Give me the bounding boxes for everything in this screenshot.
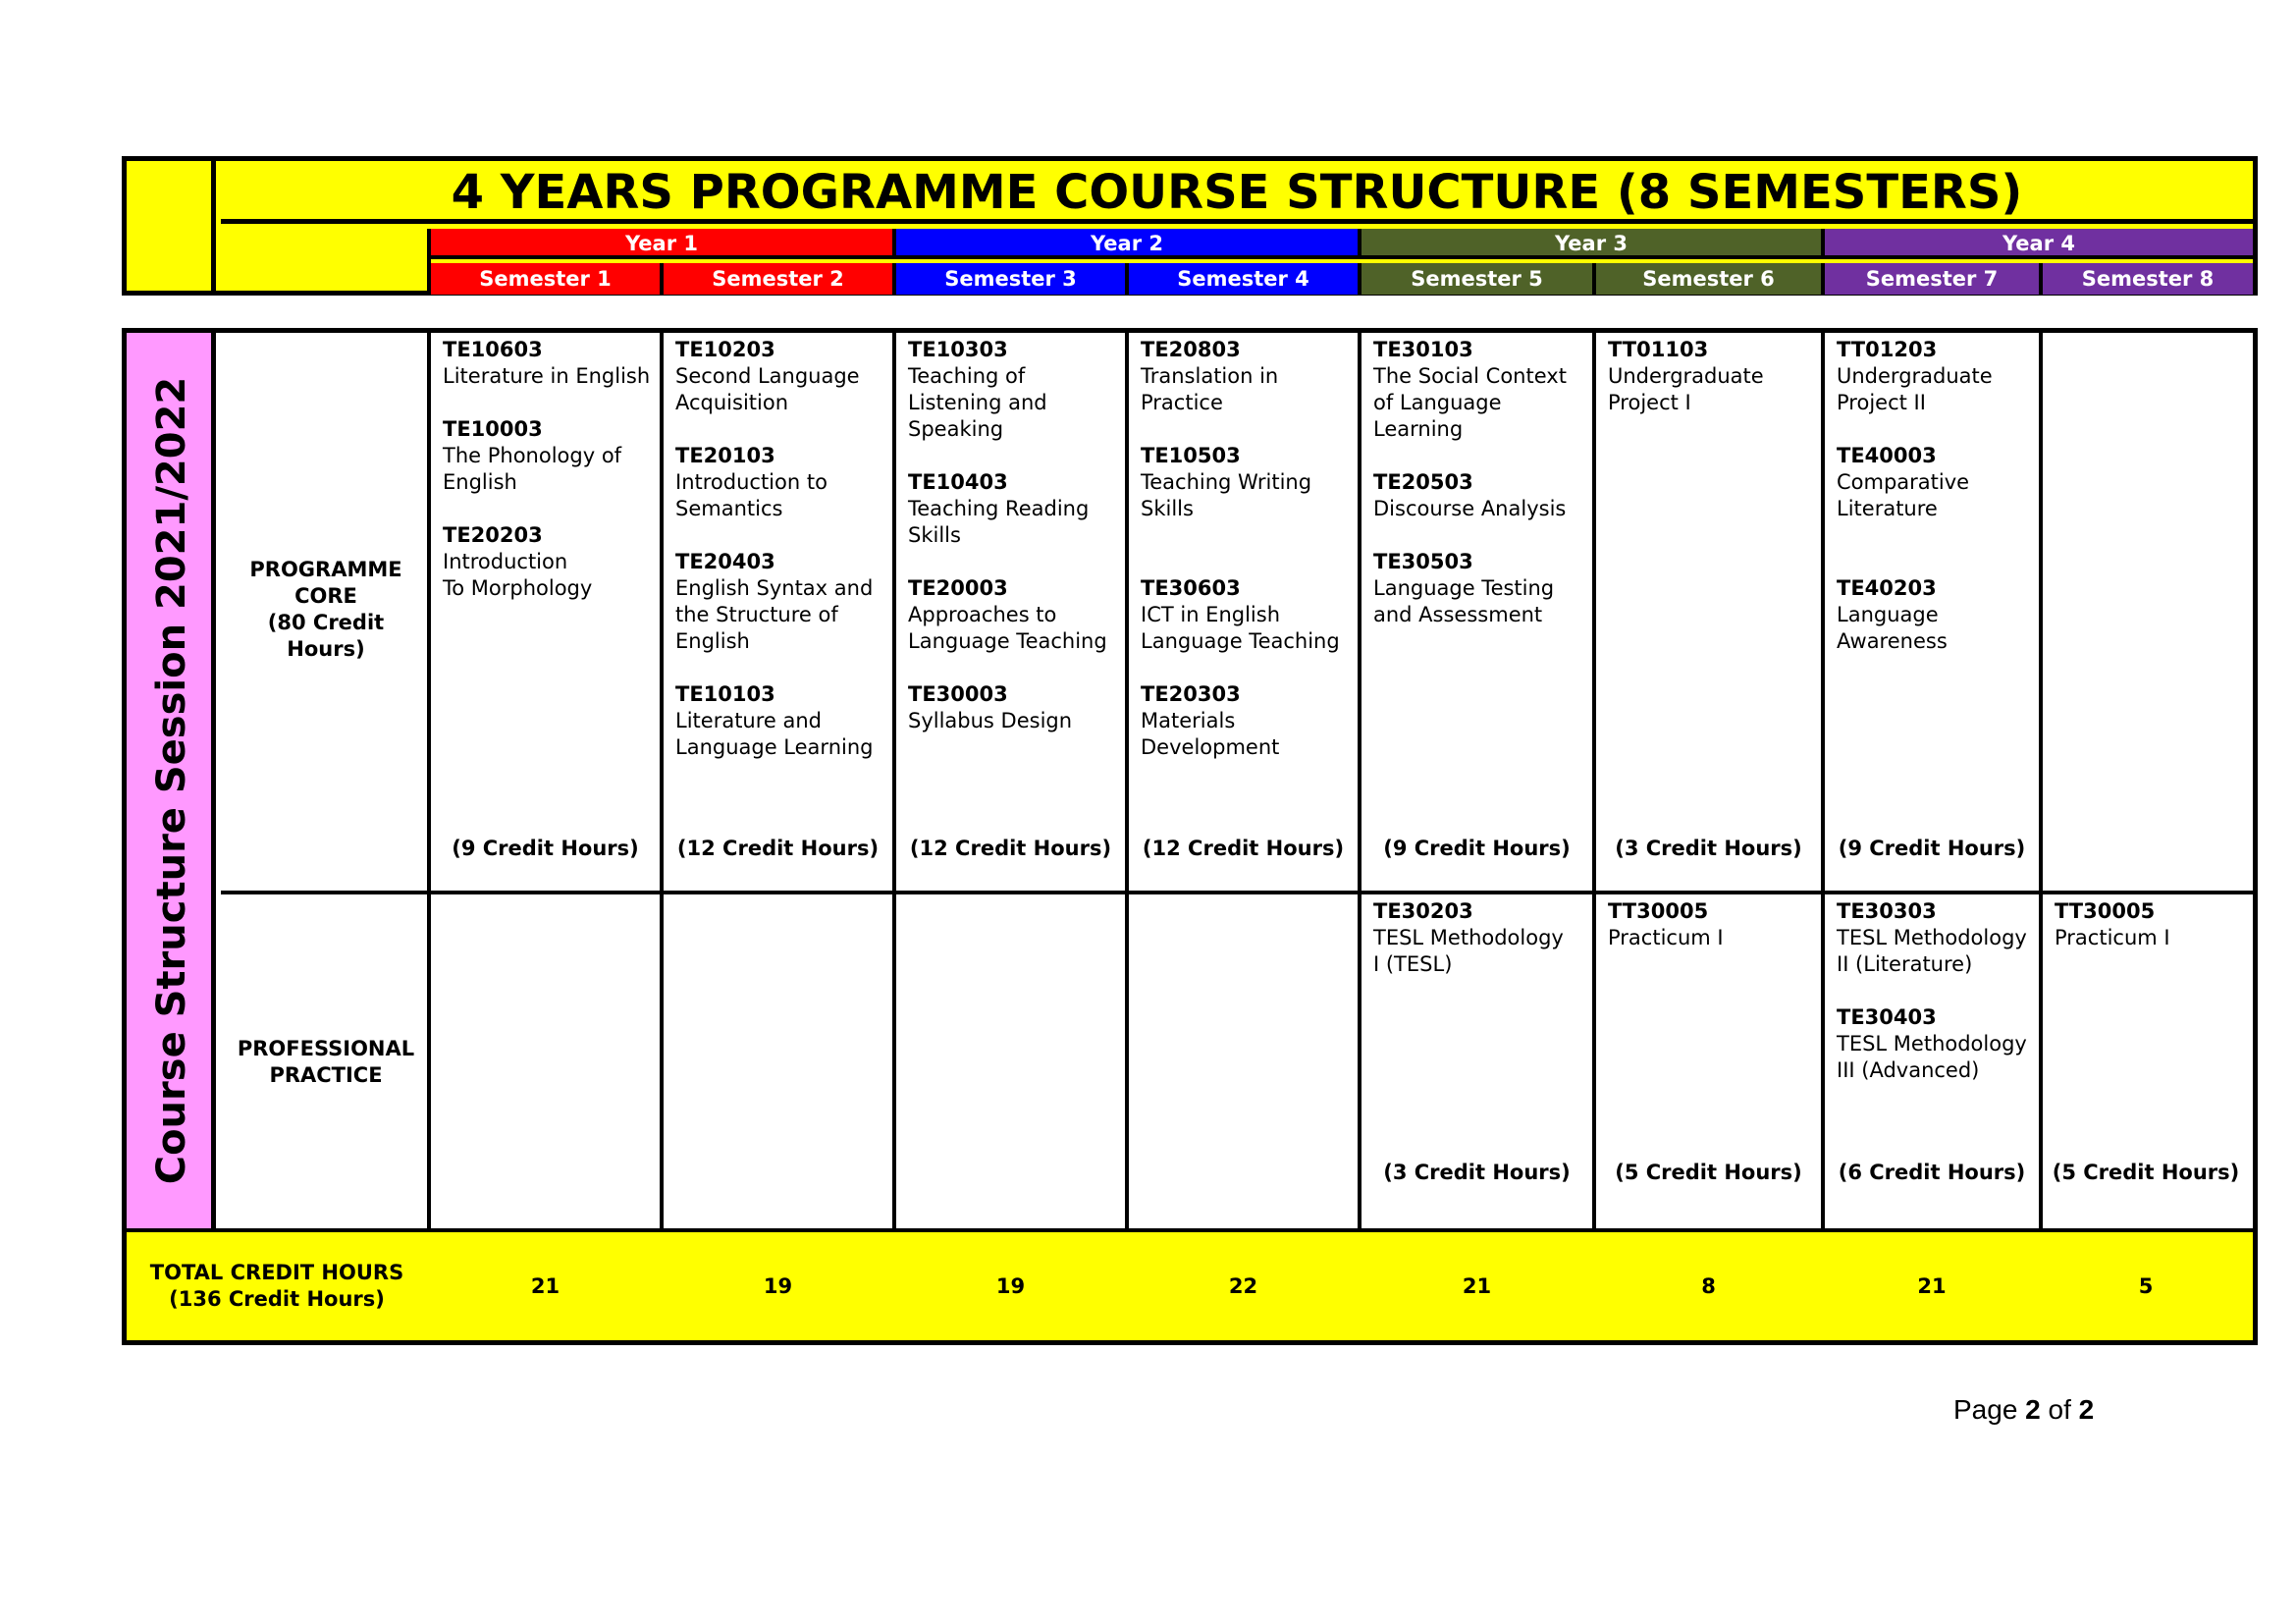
row-label-line: CORE [294, 584, 357, 608]
course-code: TE10303 [908, 338, 1008, 361]
course-gap [908, 443, 1123, 469]
practice-credit-5: (3 Credit Hours) [1383, 1161, 1571, 1184]
page-current: 2 [2025, 1394, 2041, 1425]
course-structure-header [122, 156, 2258, 296]
year-header-3: Year 3 [1362, 229, 1825, 259]
course-title-line: Development [1141, 735, 1280, 759]
course-title-line: Undergraduate [1837, 364, 1993, 388]
course-title-line: Skills [908, 523, 961, 547]
row-label-line: Hours) [287, 637, 365, 661]
course-code: TE30303 [1837, 899, 1937, 923]
course-title-line: Acquisition [675, 391, 789, 414]
course-title-line: Semantics [675, 497, 783, 520]
course-title-line: Comparative [1837, 470, 1970, 494]
course-title-line: Undergraduate [1608, 364, 1764, 388]
course-code: TE10003 [443, 417, 543, 441]
semester-header-3: Semester 3 [896, 263, 1129, 295]
row-label-line: PROFESSIONAL [237, 1037, 415, 1060]
total-credit-row [127, 1228, 2253, 1340]
course-gap [675, 416, 890, 443]
course-gap [1141, 655, 1356, 681]
course-code: TE10603 [443, 338, 543, 361]
course-table [122, 328, 2258, 1345]
total-label-line: TOTAL CREDIT HOURS [149, 1261, 404, 1284]
course-gap [675, 655, 890, 681]
core-credit-1: (9 Credit Hours) [452, 837, 639, 860]
course-code: TT30005 [2055, 899, 2156, 923]
course-title-line: of Language [1373, 391, 1502, 414]
header-blank-cell [221, 229, 431, 291]
course-title-line: Teaching Writing [1141, 470, 1312, 494]
semester-header-7: Semester 7 [1825, 263, 2043, 295]
header-corner-cell [127, 161, 216, 291]
row-label-line: PROGRAMME [249, 558, 402, 581]
year-header-1: Year 1 [431, 229, 896, 259]
core-cell-4 [1141, 337, 1356, 761]
practice-credit-8: (5 Credit Hours) [2052, 1161, 2240, 1184]
course-title-line: Syllabus Design [908, 709, 1073, 732]
course-title-line: Second Language [675, 364, 860, 388]
row-label-line: PRACTICE [269, 1063, 383, 1087]
session-side-label-cell [127, 333, 216, 1228]
grid-vline [427, 333, 431, 1228]
total-semester-7: 21 [1917, 1274, 1947, 1298]
course-title-line: Practicum I [2055, 926, 2170, 949]
course-gap [1837, 416, 2037, 443]
page-total: 2 [2078, 1394, 2095, 1425]
course-title-line: English [443, 470, 517, 494]
course-code: TT01203 [1837, 338, 1938, 361]
course-title-line: Approaches to [908, 603, 1057, 626]
core-credit-7: (9 Credit Hours) [1838, 837, 2026, 860]
course-title-line: Literature and [675, 709, 823, 732]
course-gap [1141, 416, 1356, 443]
course-gap [675, 522, 890, 549]
course-gap [443, 496, 658, 522]
course-code: TE30403 [1837, 1005, 1937, 1029]
course-gap [1373, 522, 1590, 549]
course-code: TE30203 [1373, 899, 1473, 923]
page-of: of [2040, 1394, 2079, 1425]
course-title-line: TESL Methodology [1837, 1032, 2027, 1056]
course-gap [1837, 549, 2037, 575]
course-code: TE40003 [1837, 444, 1937, 467]
course-title-line: Language Teaching [908, 629, 1107, 653]
course-title-line: Language Testing [1373, 576, 1555, 600]
course-title-line: Awareness [1837, 629, 1948, 653]
total-label-line: (136 Credit Hours) [169, 1287, 385, 1311]
course-code: TE20003 [908, 576, 1008, 600]
grid-hline [221, 891, 2253, 894]
core-cell-3 [908, 337, 1123, 734]
course-gap [1837, 978, 2037, 1004]
course-title-line: Language [1837, 603, 1939, 626]
course-code: TE20403 [675, 550, 775, 573]
course-gap [1141, 549, 1356, 575]
course-title-line: Language Teaching [1141, 629, 1340, 653]
course-code: TE20503 [1373, 470, 1473, 494]
course-title-line: Speaking [908, 417, 1004, 441]
semester-header-6: Semester 6 [1596, 263, 1825, 295]
course-code: TT01103 [1608, 338, 1709, 361]
programme-core-label [221, 557, 431, 663]
practice-credit-7: (6 Credit Hours) [1838, 1161, 2026, 1184]
practice-cell-6 [1608, 898, 1819, 951]
course-gap [1837, 522, 2037, 549]
semester-header-2: Semester 2 [664, 263, 896, 295]
core-cell-7 [1837, 337, 2037, 655]
practice-cell-5 [1373, 898, 1590, 978]
course-code: TE30003 [908, 682, 1008, 706]
course-title-line: Language Learning [675, 735, 874, 759]
course-title-line: Teaching of [908, 364, 1026, 388]
course-title-line: II (Literature) [1837, 952, 1973, 976]
course-title-line: Learning [1373, 417, 1464, 441]
practice-credit-6: (5 Credit Hours) [1615, 1161, 1802, 1184]
course-title-line: The Social Context [1373, 364, 1567, 388]
total-semester-2: 19 [763, 1274, 793, 1298]
course-title-line: Practicum I [1608, 926, 1724, 949]
total-semester-8: 5 [2138, 1274, 2154, 1298]
professional-practice-label [221, 1036, 431, 1089]
course-code: TE40203 [1837, 576, 1937, 600]
course-title-line: TESL Methodology [1837, 926, 2027, 949]
course-code: TE10503 [1141, 444, 1241, 467]
course-gap [908, 655, 1123, 681]
core-credit-5: (9 Credit Hours) [1383, 837, 1571, 860]
course-title-line: and Assessment [1373, 603, 1543, 626]
course-code: TT30005 [1608, 899, 1709, 923]
course-code: TE30603 [1141, 576, 1241, 600]
course-gap [1141, 522, 1356, 549]
course-title-line: English Syntax and [675, 576, 874, 600]
core-credit-4: (12 Credit Hours) [1142, 837, 1345, 860]
course-title-line: III (Advanced) [1837, 1058, 1980, 1082]
course-code: TE20203 [443, 523, 543, 547]
row-label-line: (80 Credit [267, 611, 385, 634]
course-code: TE20303 [1141, 682, 1241, 706]
core-cell-2 [675, 337, 890, 761]
core-credit-3: (12 Credit Hours) [909, 837, 1112, 860]
course-title-line: Project II [1837, 391, 1926, 414]
course-title-line: Project I [1608, 391, 1691, 414]
core-cell-1 [443, 337, 658, 602]
total-semester-3: 19 [995, 1274, 1026, 1298]
course-title-line: To Morphology [443, 576, 593, 600]
year-header-2: Year 2 [896, 229, 1362, 259]
total-semester-4: 22 [1228, 1274, 1258, 1298]
semester-header-1: Semester 1 [431, 263, 664, 295]
course-title-line: Materials [1141, 709, 1236, 732]
semester-header-5: Semester 5 [1362, 263, 1596, 295]
course-code: TE30503 [1373, 550, 1473, 573]
course-title-line: Practice [1141, 391, 1223, 414]
course-title-line: TESL Methodology [1373, 926, 1564, 949]
course-title-line: ICT in English [1141, 603, 1281, 626]
semester-header-8: Semester 8 [2043, 263, 2253, 295]
course-title-line: Literature in English [443, 364, 651, 388]
total-semester-5: 21 [1462, 1274, 1492, 1298]
course-title-line: The Phonology of [443, 444, 622, 467]
course-code: TE20803 [1141, 338, 1241, 361]
total-semester-6: 8 [1701, 1274, 1716, 1298]
core-credit-6: (3 Credit Hours) [1615, 837, 1802, 860]
course-code: TE10103 [675, 682, 775, 706]
course-title-line: Discourse Analysis [1373, 497, 1567, 520]
course-title-line: Translation in [1141, 364, 1279, 388]
course-code: TE20103 [675, 444, 775, 467]
course-title-line: I (TESL) [1373, 952, 1453, 976]
core-credit-2: (12 Credit Hours) [676, 837, 880, 860]
course-title-line: Introduction [443, 550, 568, 573]
course-code: TE30103 [1373, 338, 1473, 361]
core-cell-5 [1373, 337, 1590, 628]
course-gap [908, 549, 1123, 575]
course-code: TE10203 [675, 338, 775, 361]
course-title-line: the Structure of [675, 603, 838, 626]
practice-cell-7 [1837, 898, 2037, 1084]
course-title-line: Literature [1837, 497, 1938, 520]
course-gap [443, 390, 658, 416]
practice-cell-8 [2055, 898, 2247, 951]
course-title-line: Skills [1141, 497, 1194, 520]
course-code: TE10403 [908, 470, 1008, 494]
session-label: Course Structure Session 2021/2022 [149, 376, 194, 1185]
course-gap [1373, 443, 1590, 469]
core-cell-6 [1608, 337, 1819, 416]
course-title-line: English [675, 629, 750, 653]
semester-header-4: Semester 4 [1129, 263, 1362, 295]
course-title-line: Teaching Reading [908, 497, 1090, 520]
total-semester-1: 21 [530, 1274, 561, 1298]
course-title-line: Listening and [908, 391, 1047, 414]
course-title-line: Introduction to [675, 470, 828, 494]
grid-vline [2039, 333, 2043, 1340]
page-prefix: Page [1953, 1394, 2026, 1425]
year-header-4: Year 4 [1825, 229, 2253, 259]
page-title: 4 YEARS PROGRAMME COURSE STRUCTURE (8 SEMESTERS) [221, 161, 2253, 224]
page-number [1953, 1394, 2094, 1426]
total-credit-label [127, 1260, 427, 1313]
